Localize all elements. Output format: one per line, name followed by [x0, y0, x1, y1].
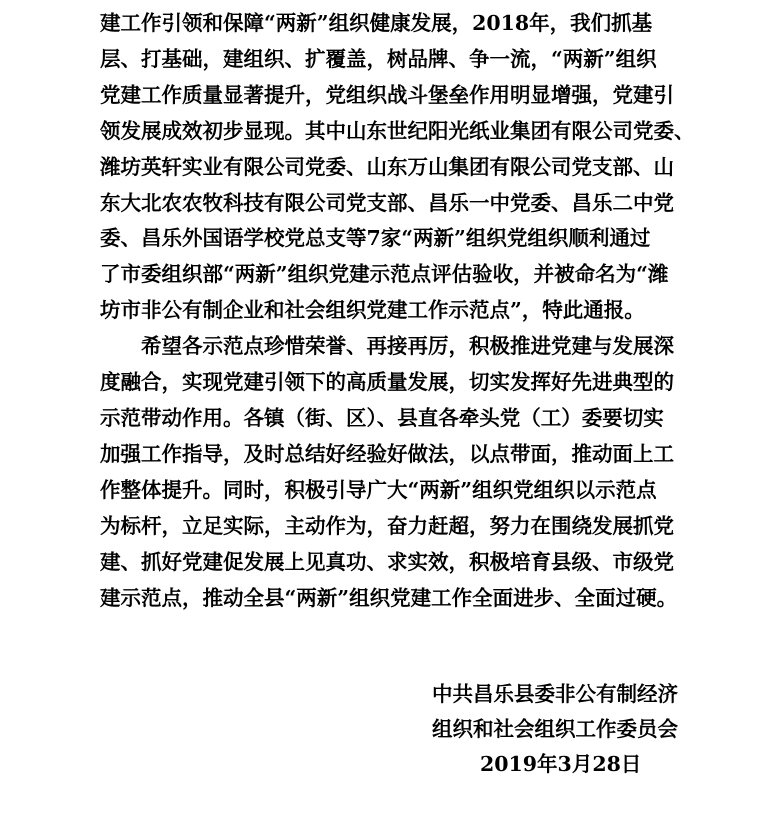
body-line-6: 东大北农农牧科技有限公司党支部、昌乐一中党委、昌乐二中党: [100, 190, 674, 215]
issuing-org-line-2: 组织和社会组织工作委员会: [432, 717, 678, 741]
body-line-5: 潍坊英轩实业有限公司党委、山东万山集团有限公司党支部、山: [100, 154, 674, 179]
body-line-7: 委、昌乐外国语学校党总支等7家“两新”组织党组织顺利通过: [100, 226, 651, 251]
body-line-3: 党建工作质量显著提升，党组织战斗堡垒作用明显增强，党建引: [100, 82, 674, 107]
body-line-2: 层、打基础，建组织、扩覆盖，树品牌、争一流，“两新”组织: [100, 46, 657, 71]
notice-body: [100, 6, 698, 616]
body-line-10: 希望各示范点珍惜荣誉、再接再厉，积极推进党建与发展深: [100, 334, 674, 359]
body-line-16: 建、抓好党建促发展上见真功、求实效，积极培育县级、市级党: [100, 549, 674, 574]
body-line-12: 示范带动作用。各镇（街、区）、县直各牵头党（工）委要切实: [100, 405, 664, 430]
body-line-17: 建示范点，推动全县“两新”组织党建工作全面进步、全面过硬。: [100, 585, 678, 610]
body-line-4: 领发展成效初步显现。其中山东世纪阳光纸业集团有限公司党委、: [100, 118, 695, 143]
body-line-11: 度融合，实现党建引领下的高质量发展，切实发挥好先进典型的: [100, 370, 674, 395]
signature-block: [432, 677, 678, 782]
body-line-13: 加强工作指导，及时总结好经验好做法，以点带面，推动面上工: [100, 441, 674, 466]
body-line-14: 作整体提升。同时，积极引导广大“两新”组织党组织以示范点: [100, 477, 657, 502]
body-line-1: 建工作引领和保障“两新”组织健康发展，2018年，我们抓基: [100, 11, 653, 35]
body-line-15: 为标杆，立足实际，主动作为，奋力赶超，努力在围绕发展抓党: [100, 513, 674, 538]
body-line-8: 了市委组织部“两新”组织党建示范点评估验收，并被命名为“潍: [100, 262, 669, 287]
issuing-org-line-1: 中共昌乐县委非公有制经济: [432, 682, 678, 706]
body-line-9: 坊市非公有制企业和社会组织党建工作示范点”，特此通报。: [100, 298, 645, 323]
issue-date: 2019年3月28日: [480, 752, 642, 776]
